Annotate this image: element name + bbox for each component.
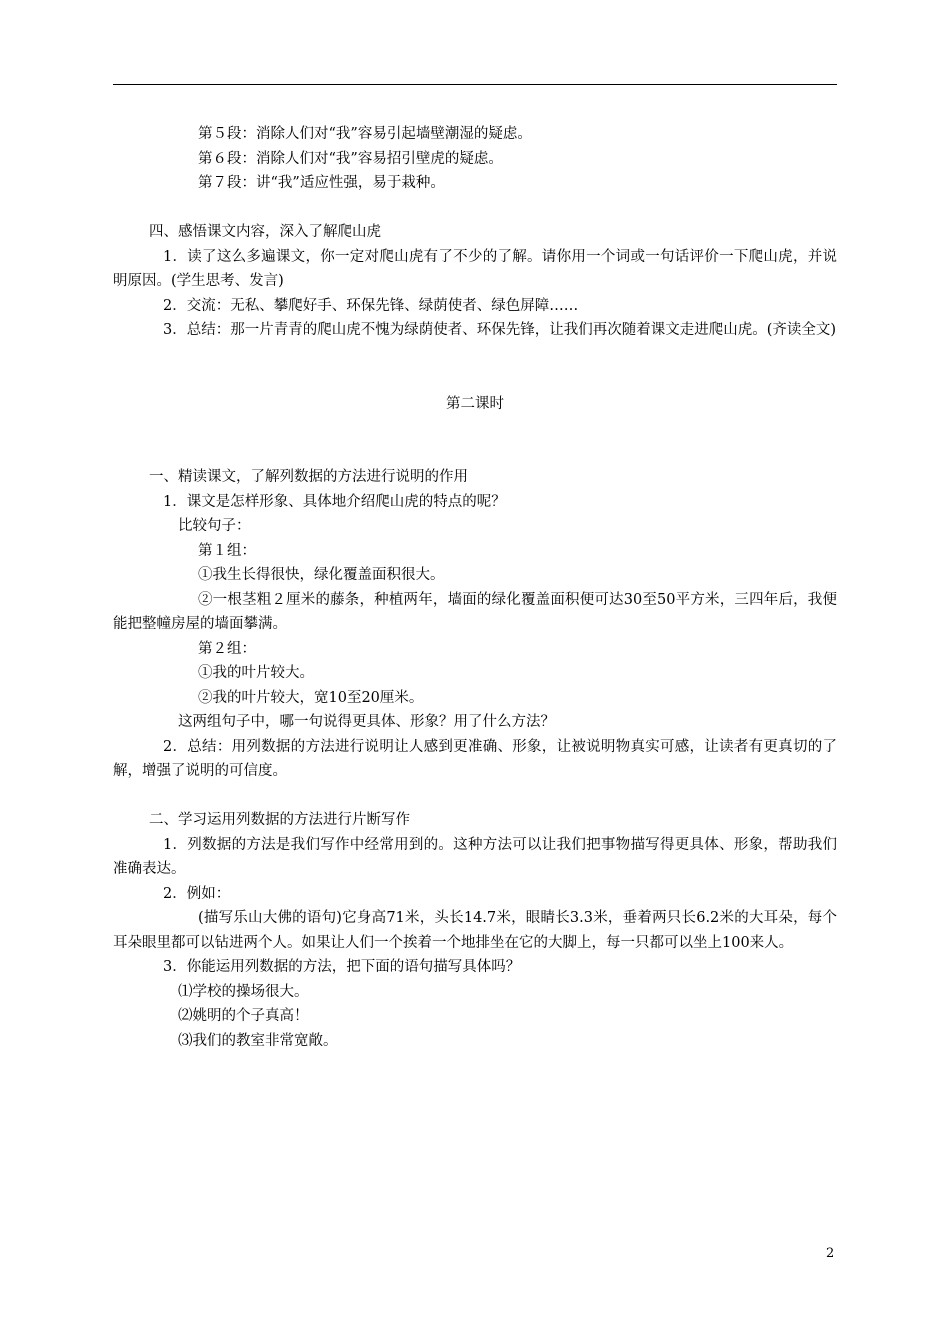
comparison-question: 这两组句子中，哪一句说得更具体、形象？用了什么方法？ <box>178 714 555 730</box>
compare-label: 比较句子： <box>178 518 251 534</box>
paragraph-4-3: 3．总结：那一片青青的爬山虎不愧为绿荫使者、环保先锋，让我们再次随着课文走进爬山虎。(齐读全文) <box>163 322 837 338</box>
heading-part-2: 二、学习运用列数据的方法进行片断写作 <box>149 812 410 828</box>
paragraph-1-2: 2．总结：用列数据的方法进行说明让人感到更准确、形象，让被说明物真实可感，让读者有更真切的了解，增强了说明的可信度。 <box>113 738 837 779</box>
paragraph-2-3: 3．你能运用列数据的方法，把下面的语句描写具体吗？ <box>163 959 521 975</box>
paragraph-4-1: 1．读了这么多遍课文，你一定对爬山虎有了不少的了解。请你用一个词或一句话评价一下爬山虎，并说明原因。(学生思考、发言) <box>113 248 837 289</box>
line-section-7: 第７段：讲“我”适应性强，易于栽种。 <box>198 175 445 191</box>
paragraph-2-2: 2．例如： <box>163 885 231 902</box>
group-1-sentence-b: ②一根茎粗２厘米的藤条，种植两年，墙面的绿化覆盖面积便可达30至50平方米，三四年后，我便能把整幢房屋的墙面攀满。 <box>113 591 837 632</box>
header-rule <box>113 84 837 85</box>
lesson-title: 第二课时 <box>446 395 504 412</box>
group-2-sentence-b: ②我的叶片较大，宽10至20厘米。 <box>198 689 424 706</box>
example-passage: (描写乐山大佛的语句)它身高71米，头长14.7米，眼睛长3.3米，垂着两只长6.2米的大耳朵，每个耳朵眼里都可以钻进两个人。如果让人们一个挨着一个地排坐在它的大脚上，每一只都可以坐上100来人。 <box>113 910 837 951</box>
page-content <box>113 122 837 1053</box>
heading-part-4: 四、感悟课文内容，深入了解爬山虎 <box>149 224 381 240</box>
paragraph-2-1: 1．列数据的方法是我们写作中经常用到的。这种方法可以让我们把事物描写得更具体、形象，帮助我们准确表达。 <box>113 836 837 877</box>
exercise-1: ⑴学校的操场很大。 <box>178 983 309 1000</box>
group-1-sentence-a: ①我生长得很快，绿化覆盖面积很大。 <box>198 567 445 583</box>
exercise-2: ⑵姚明的个子真高！ <box>178 1008 309 1024</box>
line-section-6: 第６段：消除人们对“我”容易招引壁虎的疑虑。 <box>198 150 503 167</box>
line-section-5: 第５段：消除人们对“我”容易引起墙壁潮湿的疑虑。 <box>198 126 532 142</box>
paragraph-1-1: 1．课文是怎样形象、具体地介绍爬山虎的特点的呢？ <box>163 493 506 510</box>
paragraph-4-2: 2．交流：无私、攀爬好手、环保先锋、绿荫使者、绿色屏障…… <box>163 297 579 314</box>
heading-part-1: 一、精读课文，了解列数据的方法进行说明的作用 <box>149 469 468 485</box>
group-1-label: 第１组： <box>198 542 256 559</box>
page-number: 2 <box>826 1246 835 1261</box>
exercise-3: ⑶我们的教室非常宽敞。 <box>178 1032 338 1049</box>
group-2-label: 第２组： <box>198 640 256 657</box>
group-2-sentence-a: ①我的叶片较大。 <box>198 665 314 681</box>
